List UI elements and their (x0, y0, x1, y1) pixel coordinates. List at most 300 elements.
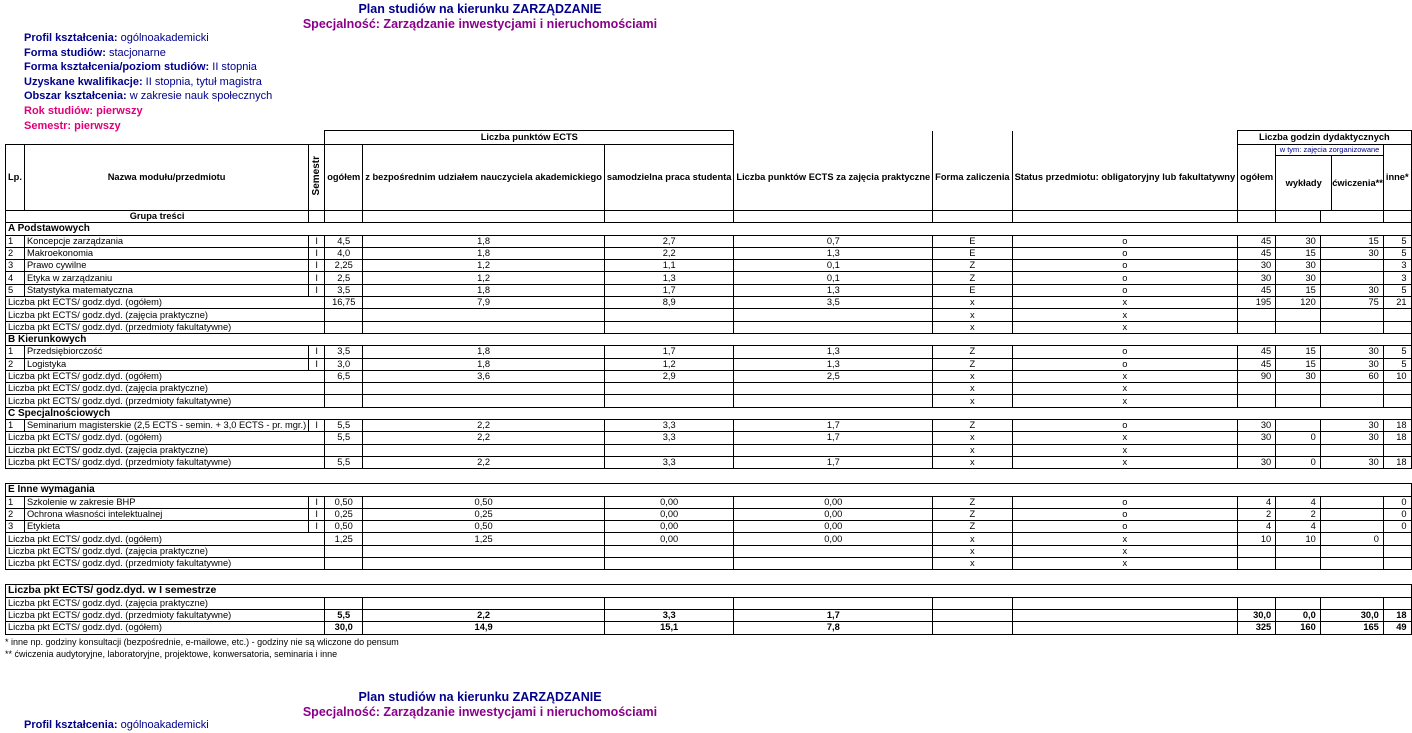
table-cell: 30 (1320, 432, 1383, 444)
table-cell (933, 211, 1012, 223)
table-cell (1383, 545, 1411, 557)
table-cell: 0,00 (604, 533, 734, 545)
table-cell (1383, 558, 1411, 570)
table-cell: 0 (1276, 456, 1321, 468)
table-cell (1238, 597, 1276, 609)
table-cell: 325 (1238, 622, 1276, 634)
table-cell (1383, 309, 1411, 321)
page-title: Plan studiów na kierunku ZARZĄDZANIE (358, 2, 602, 16)
table-cell: 18 (1383, 432, 1411, 444)
table-cell: 0,50 (363, 521, 605, 533)
table-cell: 1,7 (734, 609, 933, 621)
lp-header: Lp. (6, 145, 25, 211)
lectures-header: wykłady (1276, 156, 1332, 210)
table-cell: 0 (1383, 521, 1411, 533)
table-cell: 30 (1320, 456, 1383, 468)
table-cell (1012, 597, 1238, 609)
assessment-header: Forma zaliczenia (933, 145, 1012, 211)
ects-self-header: samodzielna praca studenta (604, 145, 734, 211)
study-semester: Semestr: pierwszy (24, 119, 121, 132)
table-cell: 1 (6, 346, 25, 358)
summary-row (6, 444, 1412, 456)
table-cell: 5 (1383, 284, 1411, 296)
semester-summary-row (6, 597, 1412, 609)
table-cell: 3,3 (604, 456, 734, 468)
table-cell: 0,00 (734, 533, 933, 545)
table-cell: 1,8 (363, 235, 605, 247)
table-cell: Logistyka (24, 358, 308, 370)
summary-row (6, 456, 1412, 468)
table-cell (1320, 383, 1383, 395)
table-cell: Liczba pkt ECTS/ godz.dyd. (przedmioty fakultatywne) (6, 456, 325, 468)
table-cell: 0 (1320, 533, 1383, 545)
ects-group-header: Liczba punktów ECTS (325, 131, 734, 145)
table-cell: I (309, 247, 325, 259)
table-cell: Liczba pkt ECTS/ godz.dyd. (zajęcia praktyczne) (6, 597, 325, 609)
table-cell: 45 (1238, 346, 1276, 358)
footnotes (5, 636, 399, 660)
table-cell: 18 (1383, 609, 1411, 621)
table-cell: 0,00 (604, 508, 734, 520)
table-cell: 3 (1383, 272, 1411, 284)
table-cell: 30 (1238, 260, 1276, 272)
table-cell (325, 383, 363, 395)
table-cell: 0,00 (604, 496, 734, 508)
table-cell (1320, 211, 1383, 223)
table-cell (325, 309, 363, 321)
table-cell (1383, 211, 1411, 223)
table-row (6, 346, 1412, 358)
table-cell: Liczba pkt ECTS/ godz.dyd. (zajęcia praktyczne) (6, 545, 325, 557)
table-cell: E Inne wymagania (6, 484, 1412, 496)
table-cell (604, 383, 734, 395)
table-cell: 2 (6, 247, 25, 259)
table-cell (933, 609, 1012, 621)
table-cell: 30 (1320, 358, 1383, 370)
table-cell: Seminarium magisterskie (2,5 ECTS - semin. + 3,0 ECTS - pr. mgr.) (24, 420, 308, 432)
semester-summary-row (6, 622, 1412, 634)
table-cell: 21 (1383, 297, 1411, 309)
summary-row (6, 395, 1412, 407)
table-cell: 3,5 (325, 346, 363, 358)
table-cell: 30 (1238, 420, 1276, 432)
table-cell (1320, 521, 1383, 533)
table-cell: I (309, 272, 325, 284)
table-cell: 6,5 (325, 370, 363, 382)
table-cell: 0,7 (734, 235, 933, 247)
table-cell (325, 395, 363, 407)
table-cell: x (933, 456, 1012, 468)
table-cell (1320, 508, 1383, 520)
table-cell: 1,25 (363, 533, 605, 545)
group-header-row (6, 211, 1412, 223)
table-row (6, 496, 1412, 508)
table-cell: 60 (1320, 370, 1383, 382)
hours-total-header: ogółem (1238, 145, 1276, 211)
program-info-2: Profil kształcenia: ogólnoakademicki (24, 719, 209, 731)
table-cell: 30,0 (1320, 609, 1383, 621)
table-cell: x (933, 309, 1012, 321)
table-cell (363, 545, 605, 557)
summary-row (6, 370, 1412, 382)
table-cell: 2,2 (363, 456, 605, 468)
table-cell: Liczba pkt ECTS/ godz.dyd. (przedmioty fakultatywne) (6, 558, 325, 570)
name-header: Nazwa modułu/przedmiotu (24, 145, 308, 211)
table-cell (734, 383, 933, 395)
table-cell: x (933, 558, 1012, 570)
table-cell (1383, 395, 1411, 407)
table-cell: Liczba pkt ECTS/ godz.dyd. (ogółem) (6, 622, 325, 634)
info-line: Profil kształcenia: ogólnoakademicki (24, 32, 209, 44)
table-row (6, 508, 1412, 520)
table-cell: x (933, 297, 1012, 309)
info-line: Obszar kształcenia: w zakresie nauk społecznych (24, 90, 273, 103)
table-cell: 5 (1383, 247, 1411, 259)
table-cell: 2,25 (325, 260, 363, 272)
table-cell: o (1012, 508, 1238, 520)
table-cell (1012, 609, 1238, 621)
table-cell: I (309, 496, 325, 508)
table-cell (1383, 533, 1411, 545)
table-cell (604, 309, 734, 321)
table-cell (1276, 545, 1321, 557)
table-cell: x (1012, 395, 1238, 407)
table-cell (1012, 211, 1238, 223)
table-cell (734, 545, 933, 557)
table-cell (1276, 444, 1321, 456)
table-cell: Ochrona własności intelektualnej (24, 508, 308, 520)
table-cell: 1,3 (734, 284, 933, 296)
table-cell (325, 597, 363, 609)
footnote: ** ćwiczenia audytoryjne, laboratoryjne, projektowe, konwersatoria, seminaria i inne (5, 649, 338, 659)
table-cell: x (1012, 558, 1238, 570)
table-cell (604, 321, 734, 333)
table-cell: Z (933, 260, 1012, 272)
table-cell: 0 (1383, 508, 1411, 520)
table-cell (309, 211, 325, 223)
table-cell: 1 (6, 496, 25, 508)
table-cell: 2,9 (604, 370, 734, 382)
table-cell: 5,5 (325, 609, 363, 621)
table-cell: 18 (1383, 456, 1411, 468)
table-cell: C Specjalnościowych (6, 407, 1412, 419)
table-cell: 1,7 (734, 456, 933, 468)
table-cell (1238, 545, 1276, 557)
table-cell (734, 444, 933, 456)
page-title-2: Plan studiów na kierunku ZARZĄDZANIE (358, 690, 602, 704)
table-cell: 2,2 (363, 432, 605, 444)
table-cell: 4,0 (325, 247, 363, 259)
table-cell: o (1012, 272, 1238, 284)
hours-group-header: Liczba godzin dydaktycznych (1238, 131, 1411, 145)
table-cell (6, 570, 1412, 585)
table-cell: Liczba pkt ECTS/ godz.dyd. (zajęcia praktyczne) (6, 444, 325, 456)
table-cell: x (933, 321, 1012, 333)
table-cell: o (1012, 420, 1238, 432)
table-cell: 90 (1238, 370, 1276, 382)
table-cell: 1,2 (363, 272, 605, 284)
section-title-row (6, 407, 1412, 419)
summary-row (6, 545, 1412, 557)
table-cell: 30 (1276, 260, 1321, 272)
table-cell (325, 321, 363, 333)
table-cell: 15,1 (604, 622, 734, 634)
table-cell: Liczba pkt ECTS/ godz.dyd. (zajęcia praktyczne) (6, 383, 325, 395)
footnote: * inne np. godziny konsultacji (bezpośrednie, e-mailowe, etc.) - godziny nie są wliczone do pensum (5, 637, 399, 647)
table-cell: 2 (1238, 508, 1276, 520)
table-cell: o (1012, 247, 1238, 259)
table-cell (1383, 321, 1411, 333)
table-cell: 5,5 (325, 456, 363, 468)
table-cell (1238, 395, 1276, 407)
table-cell: Liczba pkt ECTS/ godz.dyd. (przedmioty fakultatywne) (6, 609, 325, 621)
table-cell (1238, 558, 1276, 570)
table-cell: 5,5 (325, 432, 363, 444)
table-cell (363, 321, 605, 333)
table-row (6, 358, 1412, 370)
table-cell (363, 444, 605, 456)
page-subtitle-2: Specjalność: Zarządzanie inwestycjami i nieruchomościami (302, 705, 658, 719)
table-cell: 15 (1276, 346, 1321, 358)
table-cell: 2,7 (604, 235, 734, 247)
table-cell: 0,00 (604, 521, 734, 533)
table-cell: Z (933, 521, 1012, 533)
organized-header: w tym: zajęcia zorganizowane wykłady ćwiczenia** (1276, 145, 1384, 211)
semester-summary-title-row (6, 585, 1412, 597)
table-cell: Z (933, 358, 1012, 370)
table-cell: 2,2 (363, 420, 605, 432)
table-cell (363, 597, 605, 609)
table-cell: 30 (1320, 346, 1383, 358)
table-cell: 1,7 (734, 420, 933, 432)
table-cell (604, 444, 734, 456)
table-cell: Liczba pkt ECTS/ godz.dyd. (przedmioty fakultatywne) (6, 395, 325, 407)
table-cell (604, 395, 734, 407)
section-title-row (6, 333, 1412, 345)
section-title-row (6, 484, 1412, 496)
table-row (6, 260, 1412, 272)
table-cell: x (933, 370, 1012, 382)
table-cell (1320, 558, 1383, 570)
table-cell: 3 (6, 260, 25, 272)
table-cell: I (309, 260, 325, 272)
table-cell: 1,8 (363, 247, 605, 259)
table-cell: Z (933, 346, 1012, 358)
table-cell: 4,5 (325, 235, 363, 247)
table-cell (363, 395, 605, 407)
table-cell: E (933, 247, 1012, 259)
table-cell (363, 558, 605, 570)
table-cell: 0 (1383, 496, 1411, 508)
table-cell: 1,8 (363, 284, 605, 296)
table-cell: o (1012, 521, 1238, 533)
table-cell (933, 622, 1012, 634)
table-cell: 10 (1238, 533, 1276, 545)
table-cell (734, 211, 933, 223)
table-cell (1238, 309, 1276, 321)
ects-practical-header: Liczba punktów ECTS za zajęcia praktyczne (734, 145, 933, 211)
table-cell (1238, 321, 1276, 333)
table-cell: 0,00 (734, 508, 933, 520)
page-subtitle: Specjalność: Zarządzanie inwestycjami i nieruchomościami (302, 17, 658, 31)
table-cell: Makroekonomia (24, 247, 308, 259)
table-cell: x (933, 395, 1012, 407)
summary-row (6, 558, 1412, 570)
table-cell: 5 (1383, 358, 1411, 370)
table-cell (325, 211, 363, 223)
table-cell: 7,9 (363, 297, 605, 309)
table-cell: 165 (1320, 622, 1383, 634)
table-cell: 45 (1238, 358, 1276, 370)
table-cell (1320, 444, 1383, 456)
info-line: Uzyskane kwalifikacje: II stopnia, tytuł magistra (24, 75, 262, 88)
table-cell: I (309, 346, 325, 358)
table-cell: 10 (1383, 370, 1411, 382)
table-cell (1320, 260, 1383, 272)
table-cell: 0 (1276, 432, 1321, 444)
table-cell (1276, 597, 1321, 609)
table-cell: x (1012, 297, 1238, 309)
table-cell: Grupa treści (6, 211, 309, 223)
table-cell (1320, 272, 1383, 284)
table-cell: 30 (1320, 247, 1383, 259)
table-cell (1320, 496, 1383, 508)
table-cell: I (309, 508, 325, 520)
table-cell: 1,7 (604, 284, 734, 296)
summary-row (6, 321, 1412, 333)
table-cell: Liczba pkt ECTS/ godz.dyd. (ogółem) (6, 432, 325, 444)
table-cell (1238, 383, 1276, 395)
table-cell: x (1012, 370, 1238, 382)
table-cell (1276, 420, 1321, 432)
table-cell: 2 (1276, 508, 1321, 520)
table-cell: 5,5 (325, 420, 363, 432)
table-row (6, 284, 1412, 296)
table-cell: I (309, 235, 325, 247)
table-cell: 30 (1238, 432, 1276, 444)
table-cell: I (309, 420, 325, 432)
table-cell (6, 469, 1412, 484)
table-cell: Liczba pkt ECTS/ godz.dyd. (ogółem) (6, 533, 325, 545)
table-cell: 30 (1320, 284, 1383, 296)
table-cell: 0,0 (1276, 609, 1321, 621)
table-cell: 3,0 (325, 358, 363, 370)
table-cell: 1,25 (325, 533, 363, 545)
table-cell: 120 (1276, 297, 1321, 309)
table-cell: A Podstawowych (6, 223, 1412, 235)
table-cell (1276, 395, 1321, 407)
table-cell: 2 (6, 358, 25, 370)
table-cell (734, 395, 933, 407)
section-title-row (6, 223, 1412, 235)
table-cell: 2,2 (604, 247, 734, 259)
table-cell: 15 (1276, 358, 1321, 370)
table-cell: 4 (6, 272, 25, 284)
table-cell: 3,3 (604, 420, 734, 432)
table-cell: 0,00 (734, 521, 933, 533)
exercises-header: ćwiczenia** (1332, 177, 1383, 188)
summary-row (6, 533, 1412, 545)
table-cell: x (1012, 383, 1238, 395)
summary-row (6, 309, 1412, 321)
table-cell: Liczba pkt ECTS/ godz.dyd. (zajęcia praktyczne) (6, 309, 325, 321)
table-cell: 2 (6, 508, 25, 520)
table-cell (1320, 321, 1383, 333)
table-cell (933, 597, 1012, 609)
info-line: Forma kształcenia/poziom studiów: II stopnia (24, 61, 257, 74)
table-cell: 7,8 (734, 622, 933, 634)
table-cell: x (933, 533, 1012, 545)
table-cell: B Kierunkowych (6, 333, 1412, 345)
table-cell: 1,8 (363, 346, 605, 358)
table-cell (1383, 383, 1411, 395)
table-cell: 30 (1276, 370, 1321, 382)
table-cell: o (1012, 358, 1238, 370)
table-cell: x (933, 432, 1012, 444)
table-cell: 1,3 (604, 272, 734, 284)
table-cell: 75 (1320, 297, 1383, 309)
table-cell (1383, 597, 1411, 609)
table-cell (604, 545, 734, 557)
table-cell (1012, 622, 1238, 634)
table-cell: x (1012, 545, 1238, 557)
table-cell: 0,25 (363, 508, 605, 520)
table-cell (1320, 545, 1383, 557)
study-year: Rok studiów: pierwszy (24, 104, 143, 117)
table-cell: 1 (6, 235, 25, 247)
table-cell: 1,8 (363, 358, 605, 370)
semester-header: Semestr (309, 145, 325, 211)
table-cell: 45 (1238, 235, 1276, 247)
table-cell (604, 211, 734, 223)
table-cell: x (1012, 533, 1238, 545)
table-cell: Liczba pkt ECTS/ godz.dyd. (ogółem) (6, 370, 325, 382)
table-row (6, 420, 1412, 432)
table-cell (1238, 211, 1276, 223)
table-cell (363, 309, 605, 321)
table-cell: 195 (1238, 297, 1276, 309)
table-cell: 0,50 (325, 496, 363, 508)
table-cell: 15 (1320, 235, 1383, 247)
table-cell: 3,5 (734, 297, 933, 309)
table-cell (325, 545, 363, 557)
table-cell: 0,50 (363, 496, 605, 508)
table-cell (1276, 558, 1321, 570)
table-cell: 1,2 (363, 260, 605, 272)
table-cell: 30 (1238, 456, 1276, 468)
table-cell: 15 (1276, 247, 1321, 259)
table-cell: 18 (1383, 420, 1411, 432)
table-cell: 3 (1383, 260, 1411, 272)
table-cell: 1,1 (604, 260, 734, 272)
table-cell (1320, 395, 1383, 407)
table-cell: Statystyka matematyczna (24, 284, 308, 296)
table-cell: I (309, 521, 325, 533)
table-cell: x (1012, 321, 1238, 333)
table-cell (1383, 444, 1411, 456)
table-cell: Koncepcje zarządzania (24, 235, 308, 247)
table-cell: x (1012, 444, 1238, 456)
table-cell (604, 558, 734, 570)
table-cell: x (933, 545, 1012, 557)
table-cell: 0,1 (734, 260, 933, 272)
table-cell: 45 (1238, 284, 1276, 296)
table-row (6, 272, 1412, 284)
other-header: inne* (1383, 145, 1411, 211)
table-cell: x (1012, 309, 1238, 321)
table-cell: I (309, 358, 325, 370)
summary-row (6, 297, 1412, 309)
